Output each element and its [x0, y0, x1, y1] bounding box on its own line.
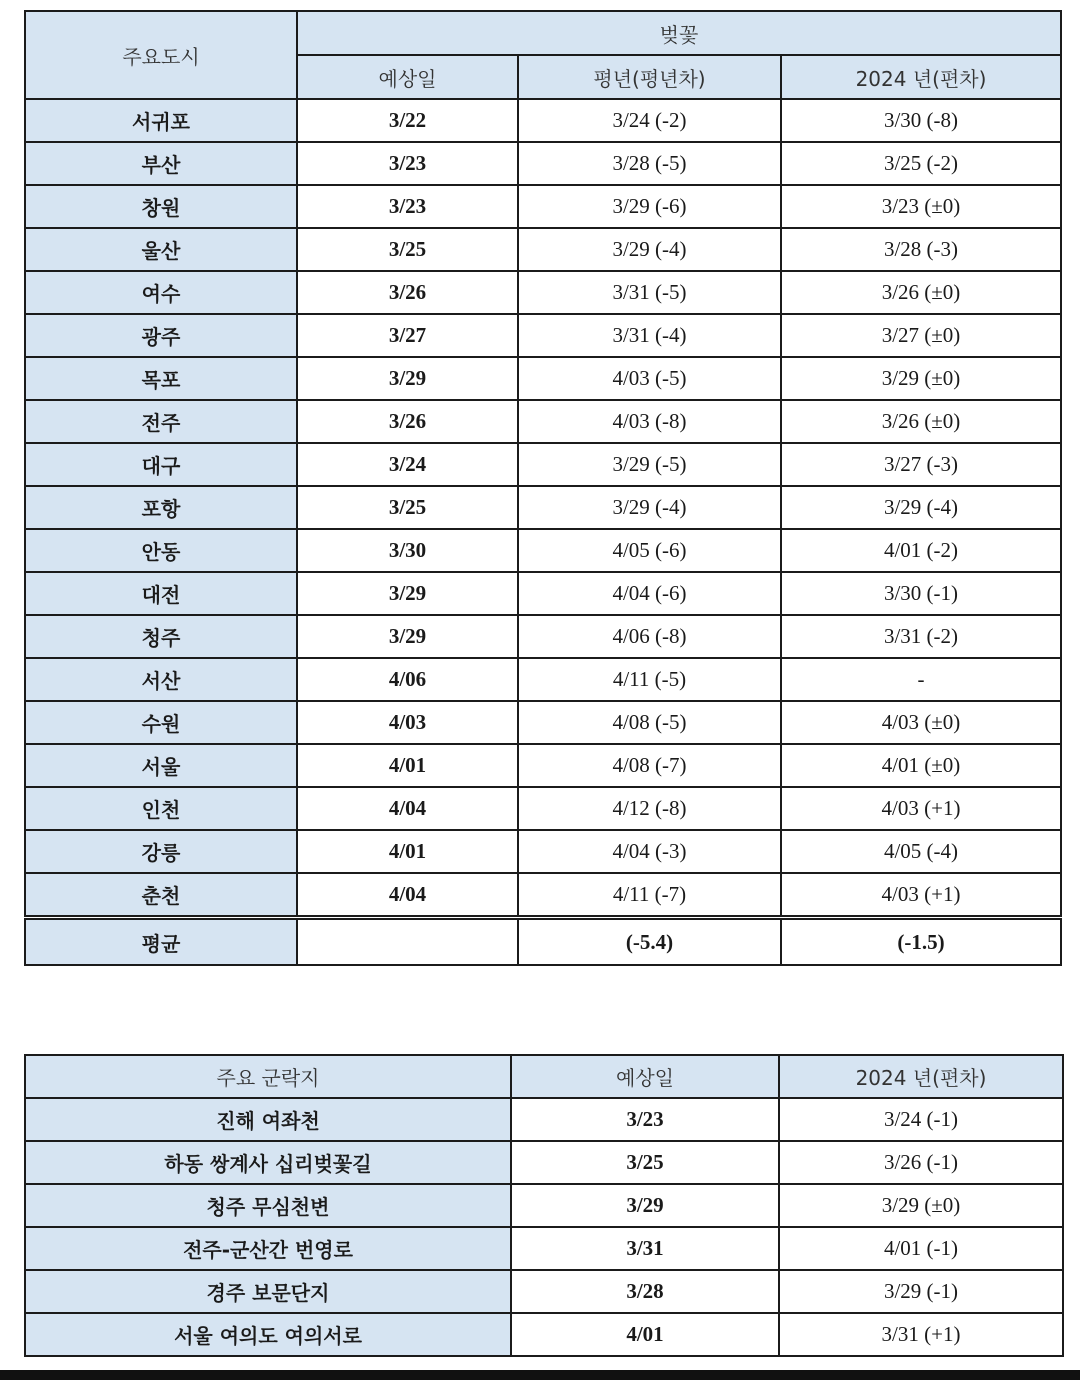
- average-expected: [297, 918, 518, 966]
- normal-year-date: 3/31 (-5): [518, 271, 781, 314]
- normal-year-date: 4/08 (-5): [518, 701, 781, 744]
- expected-date: 3/29: [511, 1184, 779, 1227]
- table-row: [25, 185, 1061, 228]
- table-row: [25, 615, 1061, 658]
- year-2024-date: 3/31 (-2): [781, 615, 1061, 658]
- city-name: 서울: [25, 744, 297, 787]
- colony-bloom-table: [24, 1054, 1064, 1357]
- normal-year-date: 4/05 (-6): [518, 529, 781, 572]
- header-2024: 2024 년(편차): [781, 55, 1061, 99]
- normal-year-date: 4/06 (-8): [518, 615, 781, 658]
- table-row: [25, 744, 1061, 787]
- bottom-edge-bar: [0, 1370, 1080, 1380]
- normal-year-date: 4/08 (-7): [518, 744, 781, 787]
- expected-date: 3/29: [297, 357, 518, 400]
- expected-date: 3/23: [297, 142, 518, 185]
- expected-date: 3/26: [297, 400, 518, 443]
- expected-date: 4/04: [297, 873, 518, 918]
- table-row: [25, 1141, 1063, 1184]
- year-2024-date: 4/05 (-4): [781, 830, 1061, 873]
- table-row: [25, 142, 1061, 185]
- table-row: [25, 1184, 1063, 1227]
- expected-date: 3/29: [297, 572, 518, 615]
- year-2024-date: 3/30 (-1): [781, 572, 1061, 615]
- expected-date: 3/28: [511, 1270, 779, 1313]
- header-colony-place: 주요 군락지: [25, 1055, 511, 1098]
- year-2024-date: -: [781, 658, 1061, 701]
- expected-date: 3/26: [297, 271, 518, 314]
- table-row: [25, 787, 1061, 830]
- year-2024-date: 4/03 (+1): [781, 873, 1061, 918]
- colony-place: 진해 여좌천: [25, 1098, 511, 1141]
- city-name: 창원: [25, 185, 297, 228]
- expected-date: 3/23: [297, 185, 518, 228]
- city-name: 안동: [25, 529, 297, 572]
- year-2024-date: 3/23 (±0): [781, 185, 1061, 228]
- normal-year-date: 3/29 (-6): [518, 185, 781, 228]
- year-2024-date: 3/28 (-3): [781, 228, 1061, 271]
- table-row: [25, 400, 1061, 443]
- normal-year-date: 3/29 (-4): [518, 486, 781, 529]
- normal-year-date: 3/28 (-5): [518, 142, 781, 185]
- normal-year-date: 4/03 (-8): [518, 400, 781, 443]
- city-name: 포항: [25, 486, 297, 529]
- city-name: 청주: [25, 615, 297, 658]
- header-expected-date: 예상일: [297, 55, 518, 99]
- normal-year-date: 4/04 (-3): [518, 830, 781, 873]
- city-name: 부산: [25, 142, 297, 185]
- header-normal-year: 평년(평년차): [518, 55, 781, 99]
- normal-year-date: 4/11 (-5): [518, 658, 781, 701]
- table-row: [25, 271, 1061, 314]
- year-2024-date: 3/27 (±0): [781, 314, 1061, 357]
- year-2024-date: 3/29 (-4): [781, 486, 1061, 529]
- year-2024-date: 3/26 (±0): [781, 271, 1061, 314]
- normal-year-date: 3/31 (-4): [518, 314, 781, 357]
- city-name: 울산: [25, 228, 297, 271]
- city-name: 서귀포: [25, 99, 297, 142]
- table-row: [25, 1270, 1063, 1313]
- expected-date: 3/25: [297, 228, 518, 271]
- expected-date: 3/25: [511, 1141, 779, 1184]
- year-2024-date: 3/26 (±0): [781, 400, 1061, 443]
- header-cherry-blossom: 벚꽃: [297, 11, 1061, 55]
- city-name: 대전: [25, 572, 297, 615]
- expected-date: 3/23: [511, 1098, 779, 1141]
- expected-date: 4/06: [297, 658, 518, 701]
- table-row: [25, 486, 1061, 529]
- colony-place: 청주 무심천변: [25, 1184, 511, 1227]
- average-2024: (-1.5): [781, 918, 1061, 966]
- year-2024-date: 4/01 (-2): [781, 529, 1061, 572]
- year-2024-date: 3/27 (-3): [781, 443, 1061, 486]
- expected-date: 4/01: [511, 1313, 779, 1356]
- expected-date: 4/01: [297, 830, 518, 873]
- normal-year-date: 3/29 (-4): [518, 228, 781, 271]
- table-row: [25, 1313, 1063, 1356]
- year-2024-date: 4/03 (+1): [781, 787, 1061, 830]
- city-name: 인천: [25, 787, 297, 830]
- year-2024-date: 3/26 (-1): [779, 1141, 1063, 1184]
- year-2024-date: 4/01 (-1): [779, 1227, 1063, 1270]
- city-name: 춘천: [25, 873, 297, 918]
- expected-date: 3/31: [511, 1227, 779, 1270]
- year-2024-date: 3/24 (-1): [779, 1098, 1063, 1141]
- average-row: [25, 918, 1061, 966]
- expected-date: 4/01: [297, 744, 518, 787]
- normal-year-date: 4/12 (-8): [518, 787, 781, 830]
- table-row: [25, 99, 1061, 142]
- year-2024-date: 3/25 (-2): [781, 142, 1061, 185]
- table-row: [25, 658, 1061, 701]
- table-row: [25, 701, 1061, 744]
- table-row: [25, 314, 1061, 357]
- expected-date: 4/03: [297, 701, 518, 744]
- city-name: 전주: [25, 400, 297, 443]
- expected-date: 3/30: [297, 529, 518, 572]
- table-row: [25, 357, 1061, 400]
- year-2024-date: 4/03 (±0): [781, 701, 1061, 744]
- expected-date: 3/27: [297, 314, 518, 357]
- table-row: [25, 529, 1061, 572]
- city-name: 광주: [25, 314, 297, 357]
- table-row: [25, 1227, 1063, 1270]
- table-row: [25, 830, 1061, 873]
- city-name: 목포: [25, 357, 297, 400]
- city-bloom-table: [24, 10, 1062, 966]
- year-2024-date: 3/30 (-8): [781, 99, 1061, 142]
- header-expected-date-2: 예상일: [511, 1055, 779, 1098]
- expected-date: 3/25: [297, 486, 518, 529]
- normal-year-date: 4/11 (-7): [518, 873, 781, 918]
- year-2024-date: 3/31 (+1): [779, 1313, 1063, 1356]
- city-name: 수원: [25, 701, 297, 744]
- year-2024-date: 4/01 (±0): [781, 744, 1061, 787]
- table-row: [25, 1098, 1063, 1141]
- year-2024-date: 3/29 (±0): [781, 357, 1061, 400]
- normal-year-date: 4/03 (-5): [518, 357, 781, 400]
- city-name: 서산: [25, 658, 297, 701]
- year-2024-date: 3/29 (±0): [779, 1184, 1063, 1227]
- expected-date: 3/22: [297, 99, 518, 142]
- colony-place: 하동 쌍계사 십리벚꽃길: [25, 1141, 511, 1184]
- table-row: [25, 228, 1061, 271]
- colony-place: 전주-군산간 번영로: [25, 1227, 511, 1270]
- table-row: [25, 873, 1061, 918]
- city-name: 여수: [25, 271, 297, 314]
- normal-year-date: 4/04 (-6): [518, 572, 781, 615]
- average-normal: (-5.4): [518, 918, 781, 966]
- header-city: 주요도시: [25, 11, 297, 99]
- expected-date: 3/29: [297, 615, 518, 658]
- expected-date: 4/04: [297, 787, 518, 830]
- colony-place: 경주 보문단지: [25, 1270, 511, 1313]
- normal-year-date: 3/29 (-5): [518, 443, 781, 486]
- colony-place: 서울 여의도 여의서로: [25, 1313, 511, 1356]
- normal-year-date: 3/24 (-2): [518, 99, 781, 142]
- header-2024-2: 2024 년(편차): [779, 1055, 1063, 1098]
- table-row: [25, 572, 1061, 615]
- city-name: 대구: [25, 443, 297, 486]
- year-2024-date: 3/29 (-1): [779, 1270, 1063, 1313]
- expected-date: 3/24: [297, 443, 518, 486]
- table-row: [25, 443, 1061, 486]
- city-name: 강릉: [25, 830, 297, 873]
- average-label: 평균: [25, 918, 297, 966]
